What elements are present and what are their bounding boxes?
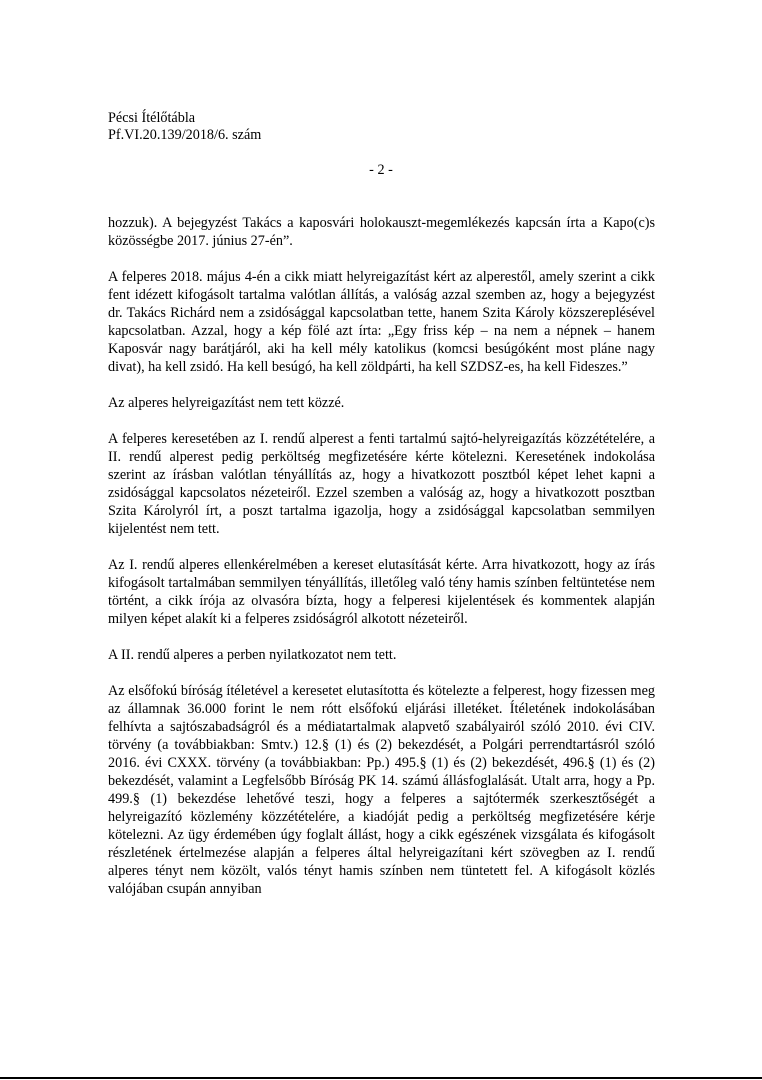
paragraph-no-correction: Az alperes helyreigazítást nem tett közzé. — [108, 395, 345, 411]
document-body — [108, 214, 655, 916]
document-header — [108, 110, 261, 144]
court-name: Pécsi Ítélőtábla — [108, 110, 196, 126]
paragraph-counterclaim: Az I. rendű alperes ellenkérelmében a kereset elutasítását kérte. Arra hivatkozott, hogy az írás kifogásolt tartalmában semmilyen tényállítás, illetőleg való tény hamis színben feltüntetése nem történt, a cikk írója az olvasóra bízta, hogy a felperesi kijelentések és kommentek alapján milyen képet alakít ki a felperes zsidóságról alkotott nézeteiről. — [108, 557, 655, 627]
page-number: - 2 - — [369, 162, 393, 178]
paragraph-correction-request: A felperes 2018. május 4-én a cikk miatt helyreigazítást kért az alperestől, amely szerint a cikk fent idézett kifogásolt tartalma valótlan állítás, a valóság azzal szemben az, hogy a bejegyzést dr. Takács Richárd nem a zsidósággal kapcsolatban tette, hanem Szita Károly közszereplésével kapcsolatban. Azzal, hogy a kép fölé azt írta: „Egy friss kép – na nem a népnek – hanem Kaposvár nagy barátjáról, aki ha kell mély katolikus (komcsi besúgóként most pláne nagy divat), ha kell zsidó. Ha kell besúgó, ha kell zöldpárti, ha kell SZDSZ-es, ha kell Fideszes.” — [108, 269, 655, 375]
case-number: Pf.VI.20.139/2018/6. szám — [108, 127, 262, 143]
page-bottom-edge — [0, 1077, 762, 1079]
paragraph-second-defendant: A II. rendű alperes a perben nyilatkozatot nem tett. — [108, 647, 397, 663]
paragraph-quote-continuation: hozzuk). A bejegyzést Takács a kaposvári holokauszt-megemlékezés kapcsán írta a Kapo(c)s közösségbe 2017. június 27-én”. — [108, 215, 655, 249]
paragraph-first-instance-judgment: Az elsőfokú bíróság ítéletével a keresetet elutasította és kötelezte a felperest, hogy fizessen meg az államnak 36.000 forint le nem rótt elsőfokú eljárási illetéket. Ítéletének indokolásában felhívta a sajtószabadságról és a médiatartalmak alapvető szabályairól szóló 2010. évi CIV. törvény (a továbbiakban: Smtv.) 12.§ (1) és (2) bekezdését, a Polgári perrendtartásról szóló 2016. évi CXXX. törvény (a továbbiakban: Pp.) 495.§ (1) és (2) bekezdését, 496.§ (1) és (2) bekezdését, valamint a Legfelsőbb Bíróság PK 14. számú állásfoglalását. Utalt arra, hogy a Pp. 499.§ (1) bekezdése lehetővé teszi, hogy a felperes a sajtótermék szerkesztőségét a helyreigazító közlemény közzétételére, a kiadóját pedig a perköltség megfizetésére kérje kötelezni. Az ügy érdemében úgy foglalt állást, hogy a cikk egészének vizsgálata és kifogásolt részletének értelmezése alapján a felperes által helyreigazítani kért szövegben az I. rendű alperes tényt nem közölt, valós tényt hamis színben nem tüntetett fel. A kifogásolt közlés valójában csupán annyiban — [108, 683, 655, 897]
paragraph-claim: A felperes keresetében az I. rendű alperest a fenti tartalmú sajtó-helyreigazítás közzétételére, a II. rendű alperest pedig perköltség megfizetésére kérte kötelezni. Keresetének indokolása szerint az írásban valótlan tényállítás az, hogy a hivatkozott posztból képet lehet kapni a zsidósággal kapcsolatos nézeteiről. Ezzel szemben a valóság az, hogy a hivatkozott posztban Szita Károlyról írt, a poszt tartalma igazolja, hogy a zsidósággal kapcsolatban semmilyen kijelentést nem tett. — [108, 431, 655, 537]
